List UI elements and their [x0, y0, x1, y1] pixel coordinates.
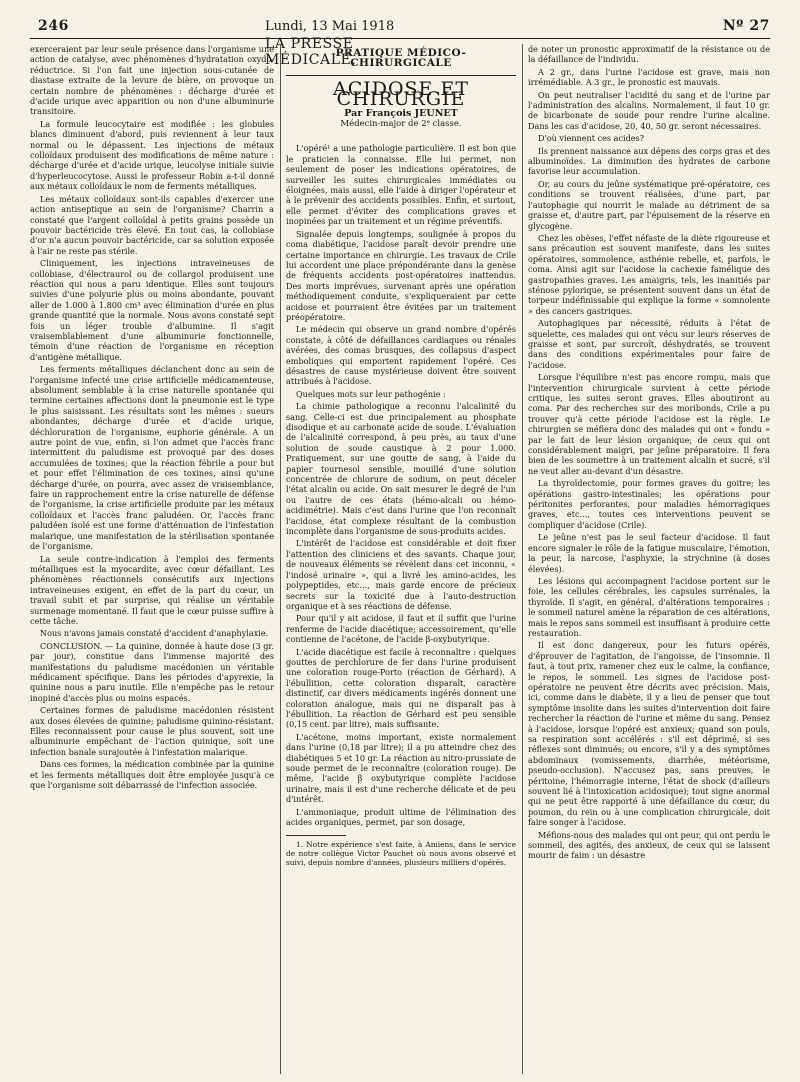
- paragraph: L'intérêt de l'acidose est considérable et doit fixer l'attention des cliniciens et des savants. Chaque jour, de nouveaux éléments se révèlent dans cet inconnu, « l'indosé urinaire », qui a livré les amino-acides, les polypeptides, etc..., mais garde encore de précieux secrets sur la toxicité due à l'auto-destruction organique et à ses réactions de défense.: [286, 538, 516, 611]
- paragraph: Chez les obèses, l'effet néfaste de la diète rigoureuse et sans précaution est souvent manifeste, dans les suites opératoires, sommolence, asthénie rebelle, et, parfois, le coma. Ainsi agit sur l'acidose la cachexie famélique des gastropathies graves. Les amaigris, tels, les inanitiés par sténose pylorique, se présentent souvent dans un état de torpeur indéfinissable qui explique la forme « somnolente » des cancers gastriques.: [528, 232, 770, 316]
- section-rubric: PRATIQUE MÉDICO-CHIRURGICALE: [286, 44, 516, 76]
- paragraph: Méfions-nous des malades qui ont peur, qui ont perdu le sommeil, des agités, des anxieux, de ceux qui se laissent mourir de faim : un désastre: [528, 829, 770, 861]
- paragraph: L'ammoniaque, produit ultime de l'élimination des acides organiques, permet, par son dosage,: [286, 806, 516, 828]
- paragraph: Signalée depuis longtemps, soulignée à propos du coma diabétique, l'acidose paraît devoir prendre une certaine importance en chirurgie. Les travaux de Crile lui accordent une place prépondérante dans la genèse de fréquents accidents post-opératoires inattendus. Des morts imprévues, survenant après une opération méthodiquement conduite, s'expliqueraient par cette acidose et pourraient être évitées par un traitement préopératoire.: [286, 228, 516, 322]
- paragraph: La thyroïdectomie, pour formes graves du goitre; les opérations gastro-intestinales; les opérations pour péritonites perforantes, pour maladies hémorragiques graves, etc..., toutes ces interventions peuvent se compliquer d'acidose (Crile).: [528, 478, 770, 530]
- paragraph: de noter un pronostic approximatif de la résistance ou de la défaillance de l'individu.: [528, 44, 770, 65]
- header-rule: [30, 38, 770, 39]
- paragraph: Les métaux colloïdaux sont-ils capables d'exercer une action antiseptique au sein de l'organisme? Charrin a constaté que l'argent colloïdal à petits grains possède un pouvoir bactéricide très élevé. En tout cas, la collobiase d'or n'a aucun pouvoir bactéricide, car sa solution exposée à l'air ne reste pas stérile.: [30, 193, 274, 256]
- paragraph: Il est donc dangereux, pour les futurs opérés, d'éprouver de l'agitation, de l'angoisse, de l'insomnie. Il faut, à tout prix, ramener chez eux le calme, la confiance, le repos, le sommeil. Les signes de l'acidose post-opératoire ne peuvent être décrits avec précision. Mais, ici, comme dans le diabète, il y a lieu de penser que tout symptôme insolite dans les suites d'intervention doit faire rechercher la réaction de l'urine et même du sang. Pensez à l'acidose, lorsque l'opéré est anxieux; quand son pouls, sa respiration sont accélérés : s'il est déprimé, si ses réflexes sont diminués; ou encore, s'il y a des symptômes abdominaux (vomissements, diarrhée, météorisme, pseudo-occlusion). N'accusez pas, sans preuves, le péritoine, l'hémorragie interne, l'état de shock (d'ailleurs souvent lié à l'intoxication acidosique); tout signe anormal qui ne peut être rapporté à une défaillance du cœur, du poumon, du rein ou à une complication chirurgicale, doit faire songer à l'acidose.: [528, 640, 770, 828]
- paragraph: Ils prennent naissance aux dépens des corps gras et des albuminoïdes. La diminution des hydrates de carbone favorise leur accumulation.: [528, 145, 770, 177]
- paragraph: Le médecin qui observe un grand nombre d'opérés constate, à côté de défaillances cardiaques ou rénales avérées, des comas brusques, des collapsus d'aspect emboliques qui emportent rapidement l'opéré. Ces désastres de cause mystérieuse doivent être souvent attribués à l'acidose.: [286, 324, 516, 387]
- article-title: ACIDOSE ET CHIRURGIE: [332, 77, 470, 111]
- paragraph: Les ferments métalliques déclanchent donc au sein de l'organisme infecté une crise artificielle médicamenteuse, absolument semblable à la crise naturelle spontanée qui termine certaines affections dont la pneumonie est le type le plus saisissant. Les résultats sont les mêmes : sueurs abondantes, décharge d'urée et d'acide urique, déchloruration de l'organisme, euphorie générale. A un autre point de vue, enfin, si l'on admet que l'accès franc intermittent du paludisme est provoqué par des doses accumulées de toxines; que la réaction fébrile a pour but et pour effet l'élimination de ces toxines, ainsi qu'une décharge d'urée, on pourra, avec assez de vraisemblance, faire un rapprochement entre la crise naturelle de défense de l'organisme, la crise artificielle produite par les métaux colloïdaux et l'accès franc paludéen. Or, l'accès franc paludéen isolé est une forme d'atténuation de l'infestation malarique, une manifestation de la stérilisation spontanée de l'organisme.: [30, 364, 274, 552]
- paragraph: Nous n'avons jamais constaté d'accident d'anaphylaxie.: [40, 628, 269, 639]
- paragraph: Lorsque l'équilibre n'est pas encore rompu, mais que l'intervention chirurgicale survient à cette période critique, les suites seront graves. Elles aboutiront au coma. Par des recherches sur des moribonds, Crile a pu trouver qu'à cette période l'acidose est la règle. Le chirurgien se méfiera donc des malades qui ont « fondu » par le fait de leur lésion organique; de ceux qui ont considérablement maigri, par jeûne préparatoire. Il fera bien de les soumettre à un traitement alcalin et sucré, s'il ne veut aller au-devant d'un désastre.: [528, 372, 770, 476]
- issue-date: Lundi, 13 Mai 1918: [265, 19, 395, 34]
- paragraph: La chimie pathologique a reconnu l'alcalinité du sang. Celle-ci est due principalement au phosphate disodique et au carbonate acide de soude. L'évaluation de l'alcalinité correspond, à peu près, au taux d'une solution de soude caustique à 2 pour 1.000. Pratiquement, sur une goutte de sang, à l'aide du papier tournesol sensible, mouillé d'une solution concentrée de chlorure de sodium, on peut déceler l'état alcalin ou acide. On sait mesurer le degré de l'un ou l'autre de ces états (hémo-alcali ou hémo-acidimétrie). Mais c'est dans l'urine que l'on reconnaît l'acidose, état complexe résultant de la combustion incomplète dans l'organisme de sous-produits acides.: [286, 401, 516, 537]
- paragraph: L'acétone, moins important, existe normalement dans l'urine (0,18 par litre); il a pu atteindre chez des diabétiques 5 et 10 gr. La réaction au nitro-prussiate de soude permet de le reconnaître (coloration rouge). De même, l'acide β oxybutyrique complète l'acidose urinaire, mais il est d'une recherche délicate et de peu d'intérêt.: [286, 731, 516, 805]
- paragraph: Or, au cours du jeûne systématique pré-opératoire, ces conditions se trouvent réalisées, d'une part, par l'autophagie qui nourrit le malade au détriment de sa graisse et, d'autre part, par l'épuisement de la réserve en glycogène.: [528, 178, 770, 231]
- paragraph: exerceraient par leur seule présence dans l'organisme une action de catalyse, avec phénomènes d'hydratation oxydo-réductrice. Si l'on fait une injection sous-cutanée de diastase extraite de la levure de bière, on provoque un certain nombre de phénomènes : décharge d'urée et d'acide urique avec apparition ou non d'une albuminurie transitoire.: [30, 44, 274, 117]
- paragraph: CONCLUSION. — La quinine, donnée à haute dose (3 gr. par jour), constitue dans l'immense majorité des manifestations du paludisme macédonien un véritable médicament spécifique. Dans les périodes d'apyrexie, la quinine nous a paru inutile. Elle n'empêche pas le retour inopiné d'accès plus ou moins espacés.: [30, 640, 274, 703]
- paragraph: Les lésions qui accompagnent l'acidose portent sur le foie, les cellules cérébrales, les capsules surrénales, la thyroïde. Il s'agit, en général, d'altérations temporaires : le sommeil naturel amène la réparation de ces altérations, mais le repos sans sommeil est insuffisant à produire cette restauration.: [528, 575, 770, 638]
- column-middle: [286, 44, 516, 1074]
- page-number: 246: [38, 18, 70, 34]
- paragraph: La seule contre-indication à l'emploi des ferments métalliques est la myocardite, avec cœur défaillant. Les phénomènes réactionnels consécutifs aux injections intraveineuses exigent, en effet de la part du cœur, un travail subit et par surprise, qui réalise un véritable surmenage momentané. Il faut que le cœur puisse suffire à cette tâche.: [30, 553, 274, 626]
- column-right: [528, 44, 770, 1074]
- paragraph: A 2 gr., dans l'urine l'acidose est grave, mais non irrémédiable. A 3 gr., le pronostic est mauvais.: [528, 66, 770, 88]
- paragraph: Autophagiques par nécessité, réduits à l'état de squelette, ces malades qui ont vécu sur leurs réserves de graisse et sont, par surcroît, déshydratés, se trouvent dans des conditions expérimentales pour faire de l'acidose.: [528, 318, 770, 370]
- author-role: Médecin-major de 2ᵉ classe.: [340, 119, 462, 130]
- paragraph: D'où viennent ces acides?: [538, 133, 645, 144]
- paragraph: Dans ces formes, la médication combinée par la quinine et les ferments métalliques doit être employée jusqu'à ce que l'organisme soit débarrassé de l'infection associée.: [30, 759, 274, 791]
- journal-title: [265, 18, 395, 68]
- paragraph: Le jeûne n'est pas le seul facteur d'acidose. Il faut encore signaler le rôle de la fatigue musculaire, l'émotion, la peur, la narcose, l'asphyxie, la strychnine (à doses élevées).: [528, 532, 770, 574]
- paragraph: Cliniquement, les injections intraveineuses de collobiase, d'électraurol ou de collargol produisent une réaction qui nous a paru identique. Elles sont toujours suivies d'une polyurie plus ou moins abondante, pouvant aller de 1.000 à 1.800 cm³ avec élimination d'urée en plus grande quantité que la normale. Nous avons constaté sept fois un léger trouble d'albumine. Il s'agit vraisemblablement d'une albuminurie fonctionnelle, témoin d'une réaction de l'organisme en réception d'antigène métallique.: [30, 258, 274, 362]
- column-left: [30, 44, 274, 1074]
- paragraph: Quelques mots sur leur pathogénie :: [296, 388, 446, 399]
- paragraph: On peut neutraliser l'acidité du sang et de l'urine par l'administration des alcalins. Normalement, il faut 10 gr. de bicarbonate de soude pour rendre l'urine alcaline. Dans les cas d'acidose, 20, 40, 50 gr. seront nécessaires.: [528, 89, 770, 131]
- issue-number: Nº 27: [722, 18, 770, 34]
- paragraph: La formule leucocytaire est modifiée : les globules blancs diminuent d'abord, puis reviennent à leur taux normal ou le dépassent. Les injections de métaux colloïdaux produisent des modifications de même nature : décharge d'urée et d'acide urique, leucolyse initiale suivie d'hyperleucocytose. Aussi le professeur Robin a-t-il donné aux métaux colloïdaux le nom de ferments métalliques.: [30, 118, 274, 192]
- paragraph: Pour qu'il y ait acidose, il faut et il suffit que l'urine renferme de l'acide diacétique; accessoirement, qu'elle contienne de l'acétone, de l'acide β-oxybutyrique.: [286, 613, 516, 645]
- paragraph: L'opéré¹ a une pathologie particulière. Il est bon que le praticien la connaisse. Elle lui permet, non seulement de poser les indications opératoires, de surveiller les suites chirurgicales immédiates ou éloignées, mais aussi, elle l'aide à diriger l'opérateur et à le prévenir des accidents possibles. Enfin, et surtout, elle permet d'éviter des complications graves et inopinées par un traitement et un régime préventifs.: [286, 143, 516, 227]
- article-byline: Par François JEUNET: [344, 107, 458, 119]
- article-body-start: [286, 143, 516, 827]
- column-divider: [522, 44, 523, 1074]
- journal-name: LA PRESSE MÉDICALE,: [265, 36, 357, 68]
- paragraph: L'acide diacétique est facile à reconnaître : quelques gouttes de perchlorure de fer dans l'urine produisent une coloration rouge-Porto (réaction de Gérhard). A l'ébullition, cette coloration disparaît, caractère distinctif, car divers médicaments ingérés donnent une coloration analogue, mais qui ne disparaît pas à l'ébullition. La réaction de Gérhard est peu sensible (0,15 cent. par litre), mais suffisante.: [286, 646, 516, 730]
- column-divider: [280, 44, 281, 1074]
- footnote-rule: [286, 835, 346, 836]
- paragraph: Certaines formes de paludisme macédonien résistent aux doses élevées de quinine; paludisme quinino-résistant. Elles reconnaissent pour cause le plus souvent, soit une albuminurie empêchant de l'action quinique, soit une infection banale surajoutée à l'infestation malarique.: [30, 705, 274, 757]
- footnote: 1. Notre expérience s'est faite, à Amiens, dans le service de notre collègue Victor Pauchet où nous avons observé et suivi, depuis nombre d'années, plusieurs milliers d'opérés.: [286, 840, 516, 868]
